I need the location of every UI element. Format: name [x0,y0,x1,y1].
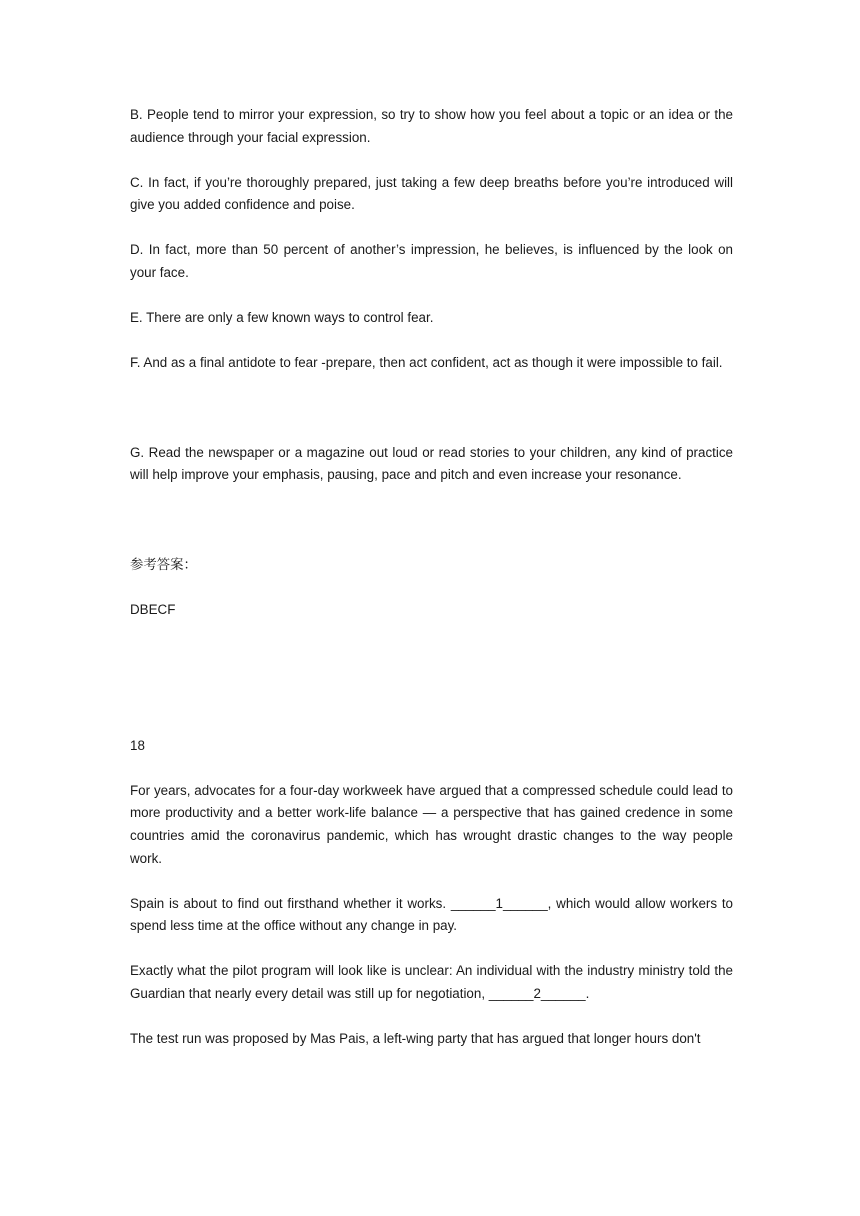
passage-paragraph-3: Exactly what the pilot program will look like is unclear: An individual with the industry ministry told the Guardian that nearly every detail was still up for negotiation, ______2______. [130,963,733,1001]
option-e: E. There are only a few known ways to control fear. [130,310,434,326]
passage-paragraph-1: For years, advocates for a four-day workweek have argued that a compressed schedule could lead to more productivity and a better work-life balance — a perspective that has gained credence in some countries amid the coronavirus pandemic, which has wrought drastic changes to the way people work. [130,782,733,866]
question-number: 18 [130,737,145,753]
answer-value: DBECF [130,602,176,618]
option-b: B. People tend to mirror your expression, so try to show how you feel about a topic or an idea or the audience through your facial expression. [130,107,733,145]
answer-label: 参考答案： [130,556,197,572]
passage-paragraph-4: The test run was proposed by Mas Pais, a left-wing party that has argued that longer hours don't [130,1030,701,1046]
passage-paragraph-2: Spain is about to find out firsthand whether it works. ______1______, which would allow workers to spend less time at the office without any change in pay. [130,895,733,934]
option-f: F. And as a final antidote to fear -prepare, then act confident, act as though it were impossible to fail. [130,355,723,371]
option-d: D. In fact, more than 50 percent of another’s impression, he believes, is influenced by the look on your face. [130,242,733,280]
document-page [130,104,733,1051]
option-g: G. Read the newspaper or a magazine out loud or read stories to your children, any kind of practice will help improve your emphasis, pausing, pace and pitch and even increase your resonance. [130,444,733,483]
option-c: C. In fact, if you’re thoroughly prepared, just taking a few deep breaths before you’re introduced will give you added confidence and poise. [130,174,733,213]
